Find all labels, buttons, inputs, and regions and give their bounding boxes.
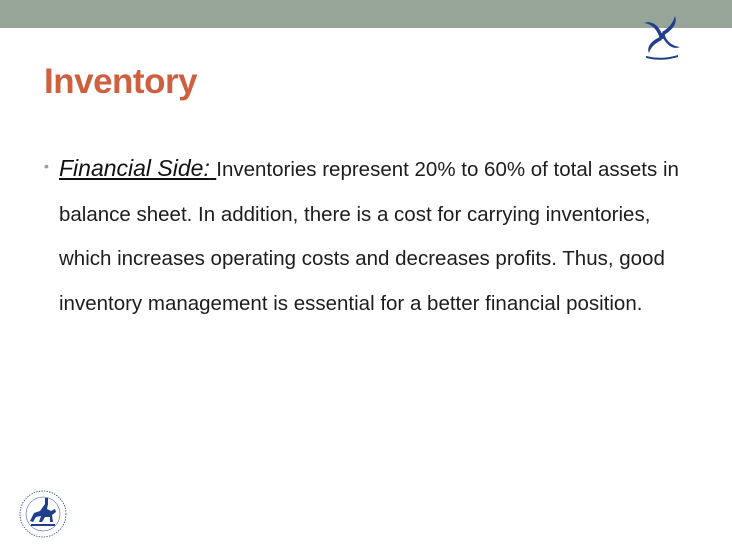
bullet-paragraph <box>59 146 694 326</box>
bullet-list-item <box>44 146 694 326</box>
university-seal-icon <box>15 487 71 541</box>
university-emblem-icon <box>640 14 684 60</box>
lead-term <box>59 155 216 181</box>
top-banner <box>0 0 732 28</box>
lead-term-text: Financial Side: <box>59 155 210 181</box>
slide-title: Inventory <box>44 62 198 101</box>
bullet-body-text: Inventories represent 20% to 60% of total assets in balance sheet. In addition, there is a cost for carrying inventories, which increases operating costs and decreases profits. Thus, good inventory management is essential for a better financial position. <box>59 158 679 315</box>
bullet-marker: • <box>44 158 49 174</box>
